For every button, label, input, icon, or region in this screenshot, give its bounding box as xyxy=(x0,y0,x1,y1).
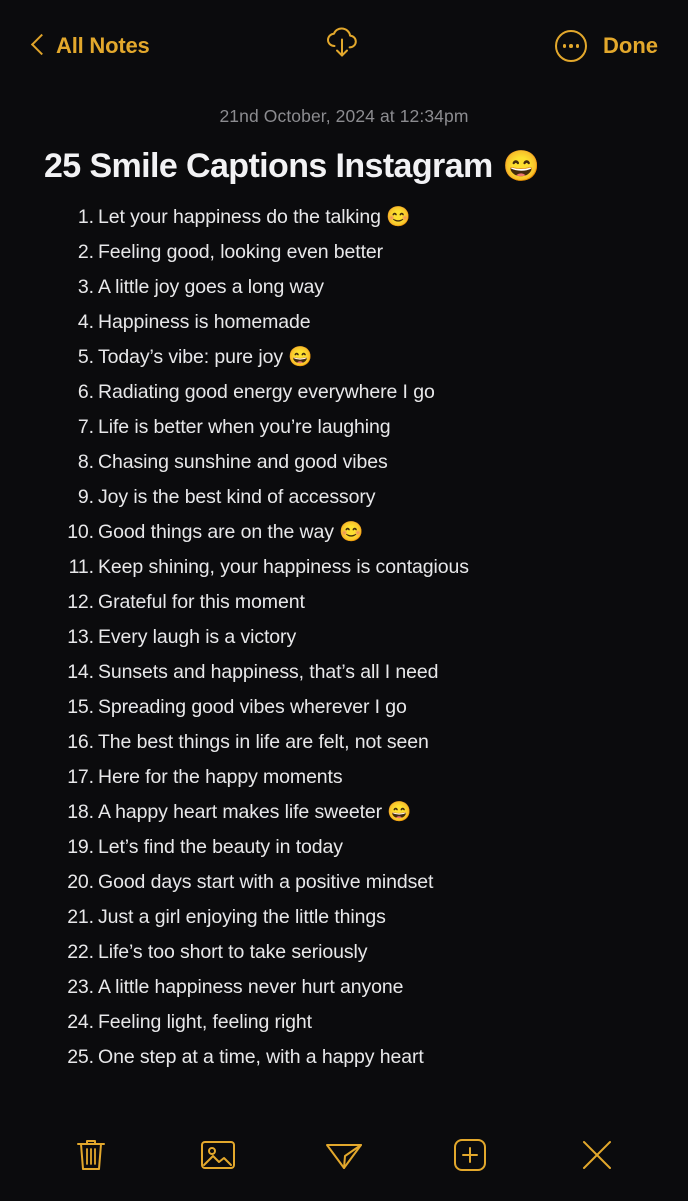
ellipsis-dot xyxy=(576,44,580,48)
trash-glyph xyxy=(75,1137,107,1173)
caption-list-item xyxy=(40,655,660,690)
caption-list-item xyxy=(40,620,660,655)
caption-list-item xyxy=(40,410,660,445)
caption-number: 23. xyxy=(67,976,94,998)
caption-number: 1. xyxy=(77,206,94,228)
caption-text: Joy is the best kind of accessory xyxy=(98,486,376,508)
bottom-toolbar xyxy=(0,1109,688,1201)
note-title-text: 25 Smile Captions Instagram xyxy=(44,147,493,185)
caption-number: 14. xyxy=(67,661,94,683)
ellipsis-circle-icon[interactable] xyxy=(555,30,587,62)
caption-list-item xyxy=(40,235,660,270)
caption-text: Good things are on the way 😊 xyxy=(98,521,364,543)
caption-text: The best things in life are felt, not seen xyxy=(98,731,429,753)
caption-number: 17. xyxy=(67,766,94,788)
plus-box-icon[interactable] xyxy=(442,1131,498,1179)
caption-number: 4. xyxy=(77,311,94,333)
caption-list-item xyxy=(40,270,660,305)
caption-list-item xyxy=(40,480,660,515)
note-title xyxy=(44,147,660,186)
caption-text: Let’s find the beauty in today xyxy=(98,836,343,858)
caption-list-item xyxy=(40,725,660,760)
caption-number: 20. xyxy=(67,871,94,893)
close-icon[interactable] xyxy=(569,1131,625,1179)
caption-text: Let your happiness do the talking 😊 xyxy=(98,206,411,228)
caption-text: Spreading good vibes wherever I go xyxy=(98,696,407,718)
caption-text: Keep shining, your happiness is contagious xyxy=(98,556,469,578)
caption-list-item xyxy=(40,445,660,480)
note-timestamp: 21nd October, 2024 at 12:34pm xyxy=(219,106,469,126)
caption-list-item xyxy=(40,830,660,865)
caption-list-item xyxy=(40,760,660,795)
caption-number: 19. xyxy=(67,836,94,858)
top-navigation-bar xyxy=(0,0,688,92)
caption-list-item xyxy=(40,935,660,970)
ellipsis-dot xyxy=(569,44,573,48)
done-button[interactable]: Done xyxy=(603,33,658,58)
caption-number: 10. xyxy=(67,521,94,543)
caption-number: 3. xyxy=(77,276,94,298)
caption-number: 25. xyxy=(67,1046,94,1068)
captions-list xyxy=(40,200,660,1075)
note-content[interactable] xyxy=(0,92,688,1109)
caption-text: Just a girl enjoying the little things xyxy=(98,906,386,928)
caption-list-item xyxy=(40,795,660,830)
caption-text: Every laugh is a victory xyxy=(98,626,297,648)
caption-number: 24. xyxy=(67,1011,94,1033)
caption-list-item xyxy=(40,970,660,1005)
caption-text: Here for the happy moments xyxy=(98,766,343,788)
caption-number: 2. xyxy=(77,241,94,263)
plus-box-glyph xyxy=(453,1138,487,1172)
close-glyph xyxy=(580,1138,614,1172)
caption-text: Radiating good energy everywhere I go xyxy=(98,381,435,403)
caption-list-item xyxy=(40,375,660,410)
caption-text: A little joy goes a long way xyxy=(98,276,324,298)
caption-list-item xyxy=(40,200,660,235)
caption-list-item xyxy=(40,340,660,375)
caption-text: A happy heart makes life sweeter 😄 xyxy=(98,801,412,823)
caption-text: Happiness is homemade xyxy=(98,311,311,333)
top-bar-right-actions xyxy=(555,30,658,62)
caption-number: 21. xyxy=(67,906,94,928)
caption-number: 5. xyxy=(77,346,94,368)
cloud-download-icon[interactable] xyxy=(324,27,364,66)
caption-text: One step at a time, with a happy heart xyxy=(98,1046,424,1068)
caption-list-item xyxy=(40,515,660,550)
caption-text: A little happiness never hurt anyone xyxy=(98,976,404,998)
caption-list-item xyxy=(40,1005,660,1040)
caption-text: Grateful for this moment xyxy=(98,591,305,613)
caption-text: Sunsets and happiness, that’s all I need xyxy=(98,661,439,683)
trash-icon[interactable] xyxy=(63,1131,119,1179)
caption-number: 12. xyxy=(67,591,94,613)
caption-number: 18. xyxy=(67,801,94,823)
back-button-label: All Notes xyxy=(56,33,150,58)
caption-text: Feeling light, feeling right xyxy=(98,1011,312,1033)
caption-number: 11. xyxy=(68,556,94,578)
caption-list-item xyxy=(40,865,660,900)
caption-text: Life is better when you’re laughing xyxy=(98,416,391,438)
caption-number: 16. xyxy=(67,731,94,753)
send-icon[interactable] xyxy=(316,1131,372,1179)
caption-list-item xyxy=(40,900,660,935)
caption-number: 13. xyxy=(67,626,94,648)
caption-list-item xyxy=(40,550,660,585)
caption-number: 7. xyxy=(77,416,94,438)
caption-text: Good days start with a positive mindset xyxy=(98,871,434,893)
caption-text: Today’s vibe: pure joy 😄 xyxy=(98,346,313,368)
grinning-face-emoji: 😄 xyxy=(502,150,540,183)
caption-text: Life’s too short to take seriously xyxy=(98,941,368,963)
caption-number: 6. xyxy=(77,381,94,403)
caption-number: 15. xyxy=(67,696,94,718)
caption-number: 9. xyxy=(77,486,94,508)
caption-list-item xyxy=(40,690,660,725)
photo-icon[interactable] xyxy=(190,1131,246,1179)
caption-list-item xyxy=(40,1040,660,1075)
photo-glyph xyxy=(200,1139,236,1171)
chevron-left-icon xyxy=(30,33,46,59)
caption-list-item xyxy=(40,585,660,620)
caption-number: 22. xyxy=(67,941,94,963)
send-glyph xyxy=(325,1139,363,1171)
cloud-download-glyph xyxy=(324,27,364,61)
ellipsis-dot xyxy=(563,44,567,48)
caption-list-item xyxy=(40,305,660,340)
caption-text: Feeling good, looking even better xyxy=(98,241,384,263)
caption-number: 8. xyxy=(77,451,94,473)
back-to-all-notes-button[interactable] xyxy=(30,33,150,59)
caption-text: Chasing sunshine and good vibes xyxy=(98,451,388,473)
